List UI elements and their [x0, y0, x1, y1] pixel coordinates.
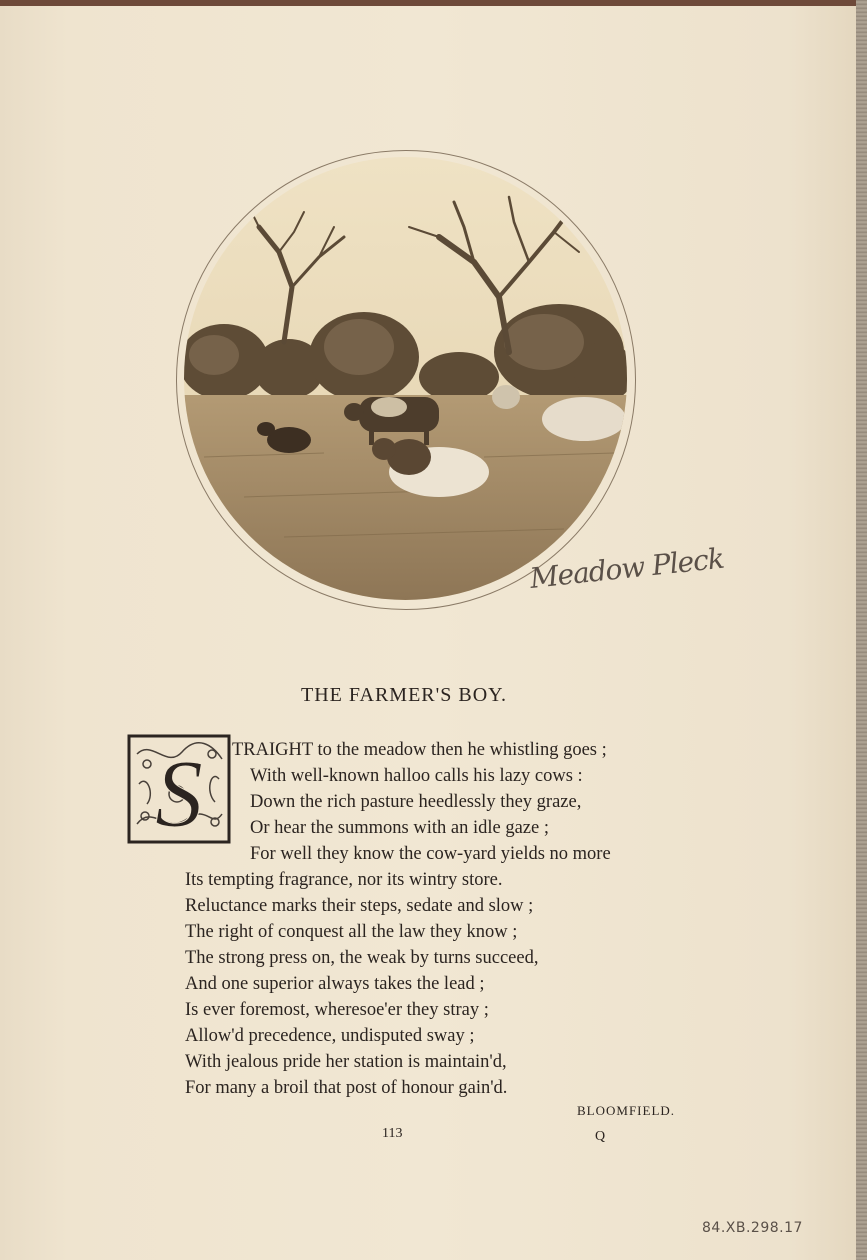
poem-line: For many a broil that post of honour gain'd. — [185, 1078, 508, 1098]
poem-line: And one superior always takes the lead ; — [185, 974, 485, 994]
poem-line: For well they know the cow-yard yields no more — [250, 844, 611, 864]
page-number: 113 — [382, 1126, 403, 1141]
ornamental-drop-cap — [127, 734, 231, 844]
poem-line: With jealous pride her station is maintain'd, — [185, 1052, 507, 1072]
drop-cap-letter: S — [155, 740, 203, 844]
meadow-photograph — [184, 157, 627, 600]
poem-line: Its tempting fragrance, nor its wintry store. — [185, 870, 503, 890]
poem-line: With well-known halloo calls his lazy cows : — [250, 766, 583, 786]
poem-line: Reluctance marks their steps, sedate and slow ; — [185, 896, 534, 916]
poem-line: Down the rich pasture heedlessly they graze, — [250, 792, 582, 812]
poem-title: THE FARMER'S BOY. — [300, 684, 507, 706]
poem-line: Or hear the summons with an idle gaze ; — [250, 818, 549, 838]
poem-author: BLOOMFIELD. — [577, 1103, 676, 1118]
photo-illustration — [184, 157, 627, 600]
poem-line: Allow'd precedence, undisputed sway ; — [185, 1026, 475, 1046]
book-binding-edge — [856, 0, 867, 1260]
poem-line: TRAIGHT to the meadow then he whistling goes ; — [232, 740, 607, 760]
poem-line: The strong press on, the weak by turns succeed, — [185, 948, 539, 968]
handwritten-caption: Meadow Pleck — [528, 541, 726, 595]
catalog-number: 84.XB.298.17 — [702, 1220, 803, 1236]
poem-line: The right of conquest all the law they know ; — [185, 922, 518, 942]
signature-mark: Q — [595, 1129, 606, 1144]
poem-line: Is ever foremost, wheresoe'er they stray ; — [185, 1000, 489, 1020]
